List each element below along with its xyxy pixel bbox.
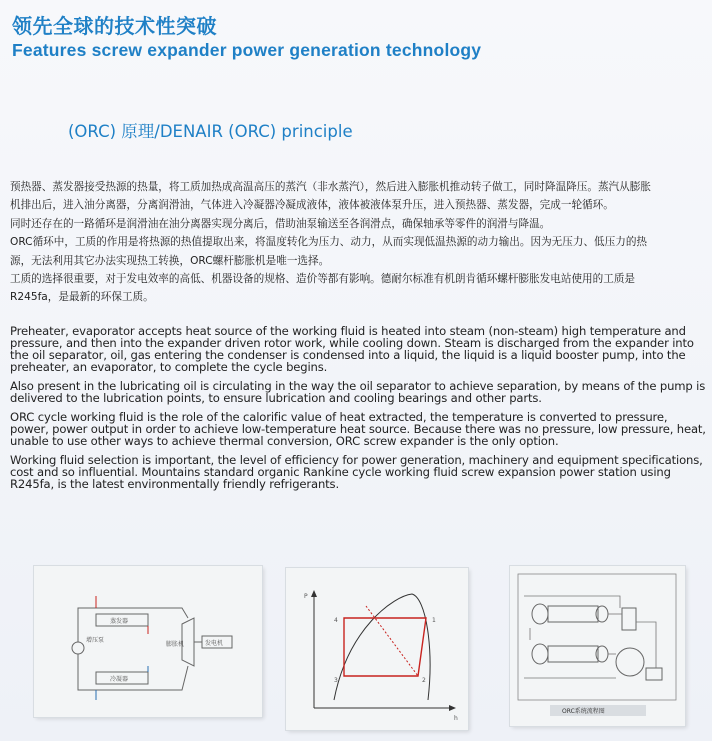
point-label: 2 bbox=[422, 677, 426, 684]
axis-x-label: h bbox=[454, 715, 458, 722]
en-paragraph: Also present in the lubricating oil is circulating in the way the oil separator to achieve separation, by means of the pump is delivered to the lubrication points, to ensure lubrication and cooling bearings and other parts. bbox=[10, 379, 706, 405]
axis-y-label: P bbox=[304, 593, 308, 600]
page-title-en: Features screw expander power generation technology bbox=[12, 40, 482, 60]
condenser-label: 冷凝器 bbox=[110, 676, 129, 683]
cn-line: 源，无法利用其它办法实现热工转换，ORC螺杆膨胀机是唯一选择。 bbox=[10, 254, 330, 267]
point-label: 1 bbox=[432, 617, 436, 624]
cn-line: 机排出后，进入油分离器，分离润滑油，气体进入冷凝器冷凝成液体，液体被液体泵升压，进入预热器、蒸发器，完成一轮循环。 bbox=[10, 199, 614, 212]
saturation-curve bbox=[334, 594, 430, 700]
english-description bbox=[10, 325, 706, 497]
point-label: 3 bbox=[334, 677, 338, 684]
cn-line: 同时还存在的一路循环是润滑油在油分离器实现分离后，借助油泵输送至各润滑点，确保轴承等零件的润滑与降温。 bbox=[10, 217, 551, 230]
evaporator-label: 蒸发器 bbox=[110, 618, 129, 625]
system-flow-diagram bbox=[510, 566, 685, 726]
en-paragraph: ORC cycle working fluid is the role of the calorific value of heat extracted, the temperature is converted to pressure, power, power output in order to achieve low-temperature heat source. Because there was no pressure, low pressure, heat, unable to use other ways to achieve thermal conversion, ORC screw expander is the only option. bbox=[10, 410, 706, 448]
point-label: 4 bbox=[334, 617, 338, 624]
orc-cycle-diagram bbox=[34, 566, 262, 717]
ph-diagram bbox=[286, 568, 468, 730]
expander-label: 膨胀机 bbox=[166, 641, 185, 648]
cn-line: ORC循环中，工质的作用是将热源的热值提取出来，将温度转化为压力、动力，从而实现低温热源的动力输出。因为无压力、低压力的热 bbox=[10, 236, 648, 249]
chinese-description bbox=[10, 178, 705, 307]
section-heading: (ORC) 原理/DENAIR (ORC) principle bbox=[68, 122, 353, 141]
en-paragraph: Preheater, evaporator accepts heat source of the working fluid is heated into steam (non-steam) high temperature and pressure, and then into the expander driven rotor work, while cooling down. Steam is discharged from the expander into the oil separator, oil, gas entering the condenser is condensed into a liquid, the liquid is a liquid booster pump, into the preheater, an evaporator, to complete the cycle begins. bbox=[10, 324, 694, 374]
cn-line: 工质的选择很重要，对于发电效率的高低、机器设备的规格、造价等都有影响。德耐尔标准有机朗肯循环螺杆膨胀发电站使用的工质是 bbox=[10, 273, 636, 286]
cn-line: R245fa，是最新的环保工质。 bbox=[10, 291, 154, 304]
en-paragraph: Working fluid selection is important, the level of efficiency for power generation, machinery and equipment specifications, cost and so influential. Mountains standard organic Rankine cycle working fluid screw expansion power station using R245fa, is the latest environmentally friendly refrigerants. bbox=[10, 453, 703, 491]
cn-line: 预热器、蒸发器接受热源的热量，将工质加热成高温高压的蒸汽（非水蒸汽），然后进入膨胀机推动转子做工，同时降温降压。蒸汽从膨胀 bbox=[10, 181, 651, 193]
pump-label: 增压泵 bbox=[86, 637, 105, 644]
figure-caption: ORC系统流程图 bbox=[562, 708, 605, 715]
cycle-path bbox=[344, 618, 426, 676]
generator-label: 发电机 bbox=[205, 640, 224, 647]
page-title-cn: 领先全球的技术性突破 bbox=[12, 14, 217, 38]
